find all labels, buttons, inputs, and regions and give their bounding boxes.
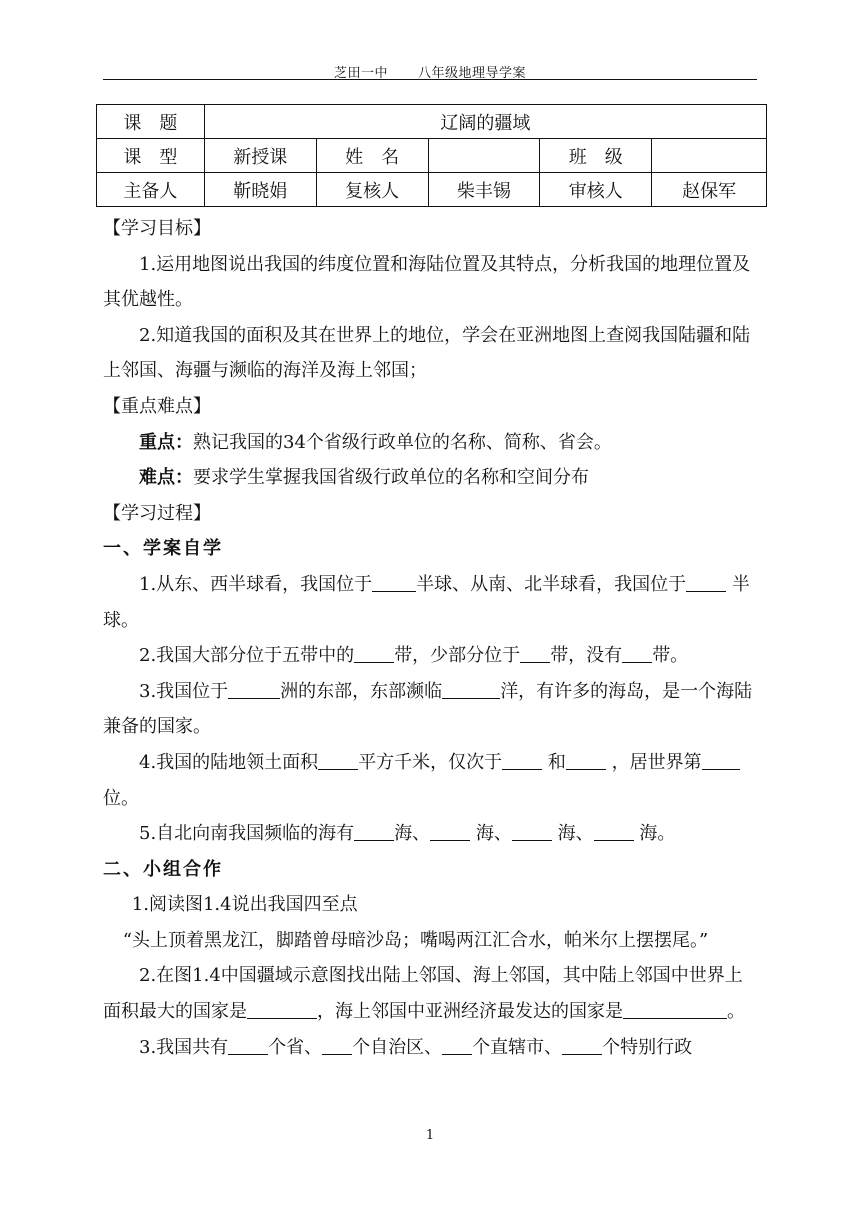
answer-blank[interactable]	[520, 644, 550, 663]
auditor-label: 审核人	[540, 173, 652, 207]
header-rule	[103, 79, 757, 80]
answer-blank[interactable]	[442, 1036, 472, 1055]
answer-blank[interactable]	[622, 644, 652, 663]
answer-blank[interactable]	[442, 680, 500, 699]
class-value[interactable]	[652, 139, 767, 173]
group-work-quote: “头上顶着黑龙江，脚踏曾母暗沙岛；嘴喝两江汇合水，帕米尔上摆摆尾。”	[122, 929, 709, 951]
reviewer-value: 柴丰锡	[428, 173, 540, 207]
preparer-label: 主备人	[97, 173, 205, 207]
answer-blank[interactable]	[502, 751, 542, 770]
name-label: 姓 名	[316, 139, 428, 173]
self-study-q3: 3.我国位于 洲的东部，东部濒临 洋，有许多的海岛，是一个海陆兼备的国家。	[103, 680, 753, 738]
answer-blank[interactable]	[686, 573, 726, 592]
self-study-q5: 5.自北向南我国频临的海有 海、 海、 海、 海。	[139, 823, 676, 845]
answer-blank[interactable]	[228, 680, 280, 699]
self-study-q4: 4.我国的陆地领土面积 平方千米，仅次于 和 ，居世界第位。	[103, 745, 757, 816]
answer-blank[interactable]	[430, 822, 470, 841]
page-number: 1	[425, 1128, 435, 1143]
answer-blank[interactable]	[318, 751, 358, 770]
preparer-value: 靳晓娟	[204, 173, 316, 207]
name-value[interactable]	[428, 139, 540, 173]
group-work-q2: 2.在图1.4中国疆域示意图找出陆上邻国、海上邻国，其中陆上邻国中世界上面积最大的国家是 ，海上邻国中亚洲经济最发达的国家是 。	[103, 965, 745, 1023]
document-body	[103, 211, 757, 1065]
auditor-value: 赵保军	[652, 173, 767, 207]
class-label: 班 级	[540, 139, 652, 173]
type-value: 新授课	[204, 139, 316, 173]
difficulty-label: 难点：	[139, 467, 193, 489]
info-row-staff	[97, 173, 767, 207]
answer-blank[interactable]	[247, 1000, 317, 1019]
answer-blank[interactable]	[702, 751, 740, 770]
answer-blank[interactable]	[228, 1036, 268, 1055]
key-label: 重点：	[139, 431, 193, 453]
group-work-heading: 二、小组合作	[103, 858, 223, 880]
goal-item-2: 2.知道我国的面积及其在世界上的地位，学会在亚洲地图上查阅我国陆疆和陆上邻国、海疆与濒临的海洋及海上邻国；	[103, 324, 751, 382]
group-work-q1: 1.阅读图1.4说出我国四至点	[131, 894, 358, 916]
key-points-heading: 【重点难点】	[103, 395, 211, 417]
self-study-q2: 2.我国大部分位于五带中的 带，少部分位于 带，没有 带。	[139, 645, 689, 667]
difficulty-point	[103, 460, 757, 496]
header-subject: 八年级地理导学案	[418, 66, 527, 81]
answer-blank[interactable]	[594, 822, 634, 841]
reviewer-label: 复核人	[316, 173, 428, 207]
group-work-q3: 3.我国共有 个省、 个自治区、 个直辖市、 个特别行政	[139, 1036, 693, 1058]
answer-blank[interactable]	[322, 1036, 352, 1055]
answer-blank[interactable]	[562, 1036, 602, 1055]
header-school: 芝田一中	[333, 66, 388, 81]
answer-blank[interactable]	[354, 644, 394, 663]
info-table	[96, 104, 767, 207]
difficulty-text: 要求学生掌握我国省级行政单位的名称和空间分布	[193, 467, 589, 489]
info-row-type	[97, 139, 767, 173]
answer-blank[interactable]	[372, 573, 416, 592]
goal-item-1: 1.运用地图说出我国的纬度位置和海陆位置及其特点，分析我国的地理位置及其优越性。	[103, 253, 751, 311]
answer-blank[interactable]	[566, 751, 606, 770]
self-study-q1: 1.从东、西半球看，我国位于 半球、从南、北半球看，我国位于 半球。	[103, 573, 750, 631]
answer-blank[interactable]	[512, 822, 552, 841]
answer-blank[interactable]	[623, 1000, 727, 1019]
topic-label: 课 题	[97, 105, 205, 139]
info-row-topic	[97, 105, 767, 139]
key-point	[103, 425, 757, 461]
key-text: 熟记我国的34个省级行政单位的名称、简称、省会。	[193, 431, 612, 453]
self-study-heading: 一、学案自学	[103, 538, 223, 560]
answer-blank[interactable]	[354, 822, 394, 841]
process-heading: 【学习过程】	[103, 502, 211, 524]
goals-heading: 【学习目标】	[103, 218, 211, 239]
type-label: 课 型	[97, 139, 205, 173]
topic-value: 辽阔的疆域	[204, 105, 766, 139]
